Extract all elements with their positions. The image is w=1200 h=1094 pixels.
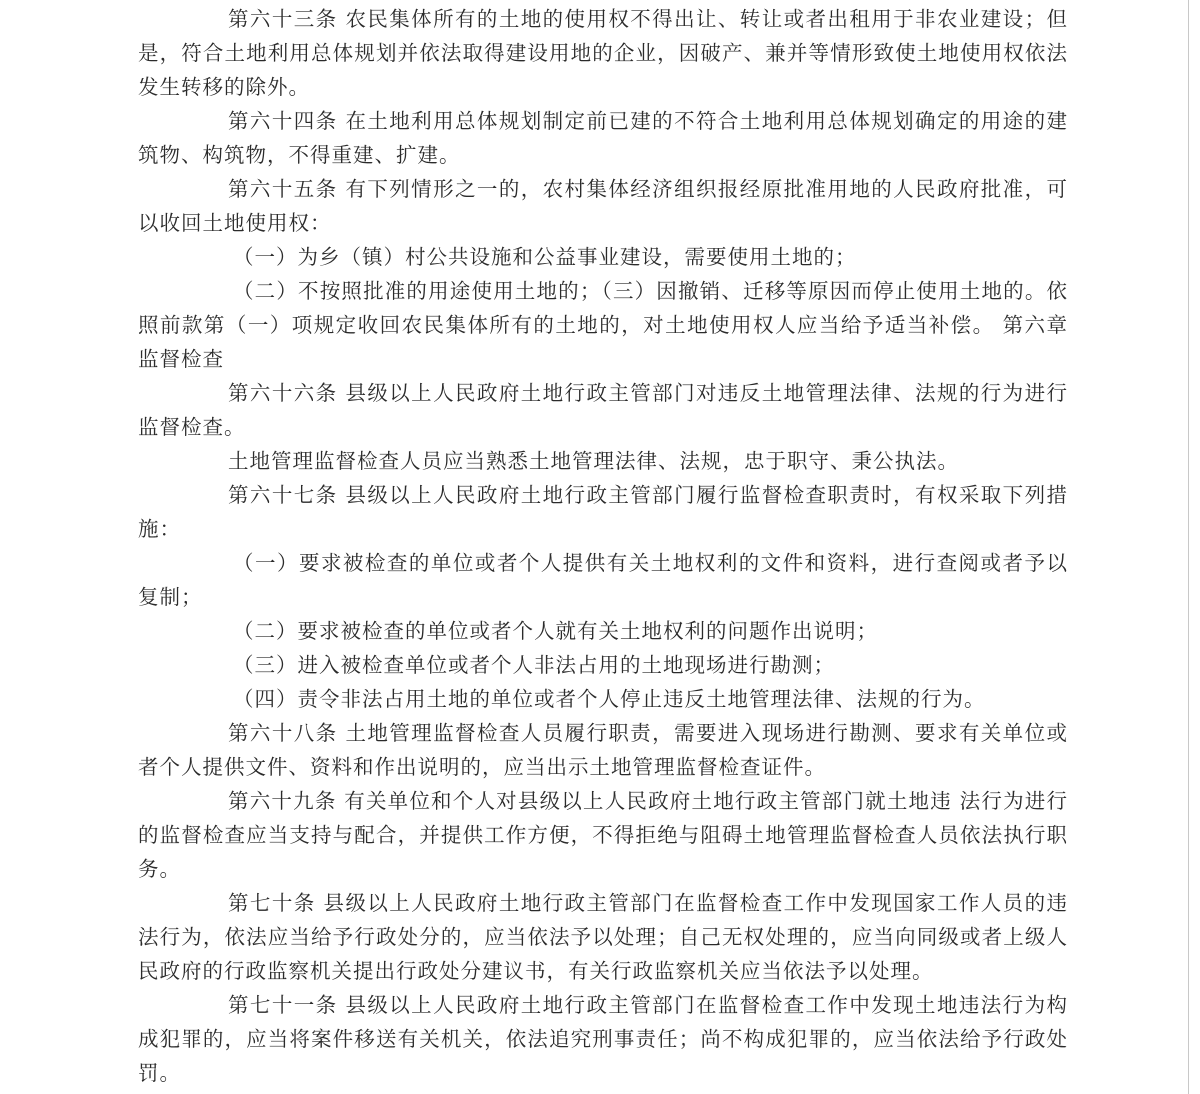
article-67: 第六十七条 县级以上人民政府土地行政主管部门履行监督检查职责时，有权采取下列措施： xyxy=(138,483,1068,541)
article-67-item-2: （二）要求被检查的单位或者个人就有关土地权利的问题作出说明； xyxy=(233,619,878,643)
article-65: 第六十五条 有下列情形之一的，农村集体经济组织报经原批准用地的人民政府批准，可以收回土地使用权： xyxy=(138,177,1068,235)
article-64: 第六十四条 在土地利用总体规划制定前已建的不符合土地利用总体规划确定的用途的建筑物、构筑物，不得重建、扩建。 xyxy=(138,109,1068,167)
article-65-item-1: （一）为乡（镇）村公共设施和公益事业建设，需要使用土地的； xyxy=(233,245,857,269)
article-66: 第六十六条 县级以上人民政府土地行政主管部门对违反土地管理法律、法规的行为进行监督检查。 xyxy=(138,381,1068,439)
article-71: 第七十一条 县级以上人民政府土地行政主管部门在监督检查工作中发现土地违法行为构成犯罪的，应当将案件移送有关机关，依法追究刑事责任；尚不构成犯罪的，应当依法给予行政处罚。 xyxy=(138,993,1068,1085)
article-69: 第六十九条 有关单位和个人对县级以上人民政府土地行政主管部门就土地违 法行为进行的监督检查应当支持与配合，并提供工作方便，不得拒绝与阻碍土地管理监督检查人员依法执行职务。 xyxy=(138,789,1068,881)
article-67-item-4: （四）责令非法占用土地的单位或者个人停止违反土地管理法律、法规的行为。 xyxy=(233,687,986,711)
article-66-paragraph-2: 土地管理监督检查人员应当熟悉土地管理法律、法规，忠于职守、秉公执法。 xyxy=(228,449,959,473)
article-68: 第六十八条 土地管理监督检查人员履行职责，需要进入现场进行勘测、要求有关单位或者个人提供文件、资料和作出说明的，应当出示土地管理监督检查证件。 xyxy=(138,721,1068,779)
article-67-item-1: （一）要求被检查的单位或者个人提供有关土地权利的文件和资料，进行查阅或者予以复制； xyxy=(138,551,1068,609)
article-70: 第七十条 县级以上人民政府土地行政主管部门在监督检查工作中发现国家工作人员的违法行为，依法应当给予行政处分的，应当依法予以处理；自己无权处理的，应当向同级或者上级人民政府的行政监察机关提出行政处分建议书，有关行政监察机关应当依法予以处理。 xyxy=(138,891,1068,983)
article-67-item-3: （三）进入被检查单位或者个人非法占用的土地现场进行勘测； xyxy=(233,653,835,677)
article-65-item-2-3-and-chapter-heading: （二）不按照批准的用途使用土地的；（三）因撤销、迁移等原因而停止使用土地的。依照前款第（一）项规定收回农民集体所有的土地的，对土地使用权人应当给予适当补偿。 第六章 监督检查 xyxy=(138,279,1068,371)
article-63: 第六十三条 农民集体所有的土地的使用权不得出让、转让或者出租用于非农业建设；但是，符合土地利用总体规划并依法取得建设用地的企业，因破产、兼并等情形致使土地使用权依法发生转移的除外。 xyxy=(138,7,1068,99)
document-body xyxy=(138,2,1068,1090)
